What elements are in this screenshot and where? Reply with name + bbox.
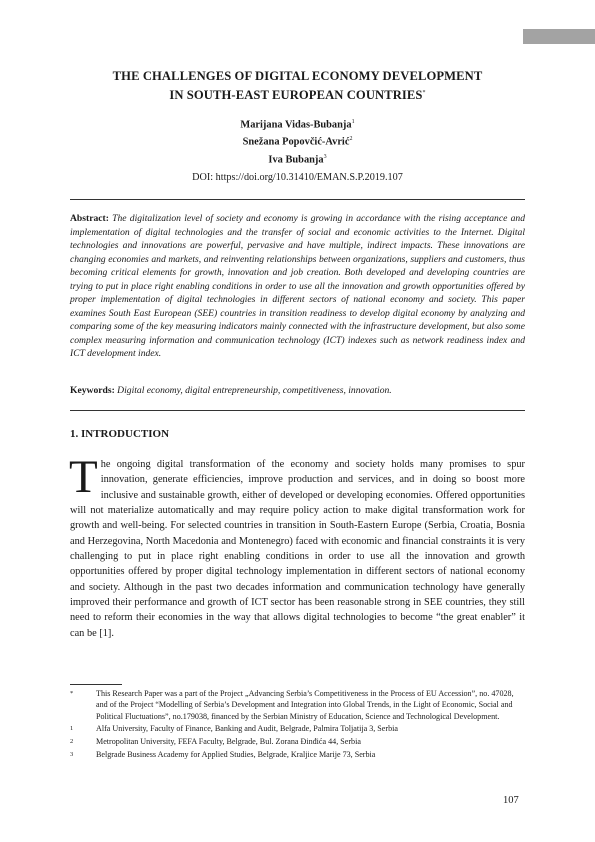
- footnote-mark: 1: [70, 725, 74, 733]
- author-name: Iva Bubanja: [268, 154, 324, 166]
- title-footnote-mark: *: [422, 90, 426, 96]
- abstract: [70, 212, 525, 361]
- page-number: 107: [503, 795, 519, 806]
- footnote: [70, 688, 525, 722]
- doi-link[interactable]: DOI: https://doi.org/10.31410/EMAN.S.P.2019.107: [192, 172, 403, 183]
- paper-title: [60, 68, 535, 104]
- section-heading: 1. INTRODUCTION: [70, 428, 170, 440]
- author: [60, 132, 535, 149]
- abstract-label: Abstract:: [70, 213, 109, 224]
- footnote: [70, 749, 525, 760]
- abstract-text: The digitalization level of society and economy is growing in accordance with the rising acceptance and implementation of digital technologies and the transfer of social and economic activities to the Internet. Digital technologies and innovations are powerful, pervasive and have multiple, indirect impacts. These innovations are changing economies and markets, and reinventing relationships between organizations, suppliers and customers, thus becoming critical elements for growth, innovation and job creation. Both developed and developing countries are trying to put in place right enabling conditions in order to use all the innovation and growth opportunities offered by proper implementation of digital technologies in different sectors of national economy and society. This paper examines South East European (SEE) countries in transition readiness to develop digital economy by analyzing and comparing some of the key measuring indicators mainly connected with the infrastructure development, but also some complex measuring information and communication technology (ICT) indexes such as network readiness index and ICT development index.: [70, 213, 525, 360]
- author: [60, 115, 535, 132]
- author-name: Snežana Popovčić-Avrić: [242, 136, 350, 148]
- footnote-mark: 3: [70, 750, 74, 758]
- footnote: [70, 736, 525, 747]
- author-affiliation-mark: 1: [351, 119, 355, 125]
- footnote-text: Alfa University, Faculty of Finance, Banking and Audit, Belgrade, Palmira Toljatija 3, Serbia: [96, 724, 398, 734]
- intro-text: he ongoing digital transformation of the economy and society holds many promises to spur innovation, generate efficiencies, improve production and services, and in doing so boost more inclusive and sustainable growth, either of developed or developing economies. Offered opportunities will not materialize automatically and may require policy action to make digital transformation work for growth and well-being. For selected countries in transition in South-Eastern Europe (Serbia, Croatia, Bosnia and Herzegovina, North Macedonia and Montenegro) faced with economic and financial constraints it is very challenging to put in place right enabling conditions in order to use all the innovation and growth opportunities offered by proper digital technology implementation in different sectors of national economy and society. Although in the past two decades information and communication technology have generally improved their performance and growth of ICT sector has been reasonable strong in SEE countries, they still need to reform their economies in the way that allows digital technologies to become “the great enabler” it can be [1].: [70, 459, 525, 639]
- author-affiliation-mark: 3: [323, 153, 327, 160]
- drop-cap: T: [69, 451, 98, 503]
- author-name: Marijana Vidas-Bubanja: [240, 119, 352, 131]
- keywords-text: Digital economy, digital entrepreneurship, competitiveness, innovation.: [117, 385, 392, 396]
- footnote-divider: [70, 684, 122, 685]
- footnote-mark: *: [70, 690, 74, 697]
- author-list: [60, 115, 535, 167]
- keywords-label: Keywords:: [70, 385, 115, 396]
- footnotes: [70, 688, 525, 762]
- divider-top: [70, 199, 525, 200]
- keywords: [70, 384, 525, 397]
- title-line-1: THE CHALLENGES OF DIGITAL ECONOMY DEVELOPMENT: [112, 69, 483, 83]
- author-affiliation-mark: 2: [349, 136, 353, 143]
- title-line-2-text: IN SOUTH-EAST EUROPEAN COUNTRIES: [169, 88, 423, 103]
- author: [60, 150, 535, 167]
- intro-paragraph: [69, 451, 525, 641]
- footnote-text: Belgrade Business Academy for Applied Studies, Belgrade, Kraljice Marije 73, Serbia: [96, 749, 376, 759]
- corner-tab-marker: [523, 29, 595, 44]
- footnote: [70, 723, 525, 734]
- footnote-mark: 2: [70, 738, 74, 746]
- footnote-text: This Research Paper was a part of the Project „Advancing Serbia’s Competitiveness in the Process of EU Accession”, no. 47028, and of the Project “Modelling of Serbia’s Development and Integration into Global Trends, in the Light of Economic, Social and Political Fluctuations”, no.179038, financed by the Serbian Ministry of Education, Science and Technological Development.: [96, 689, 514, 721]
- title-line-2: [60, 85, 535, 104]
- divider-bottom: [70, 410, 525, 411]
- footnote-text: Metropolitan University, FEFA Faculty, Belgrade, Bul. Zorana Đinđića 44, Serbia: [96, 737, 361, 747]
